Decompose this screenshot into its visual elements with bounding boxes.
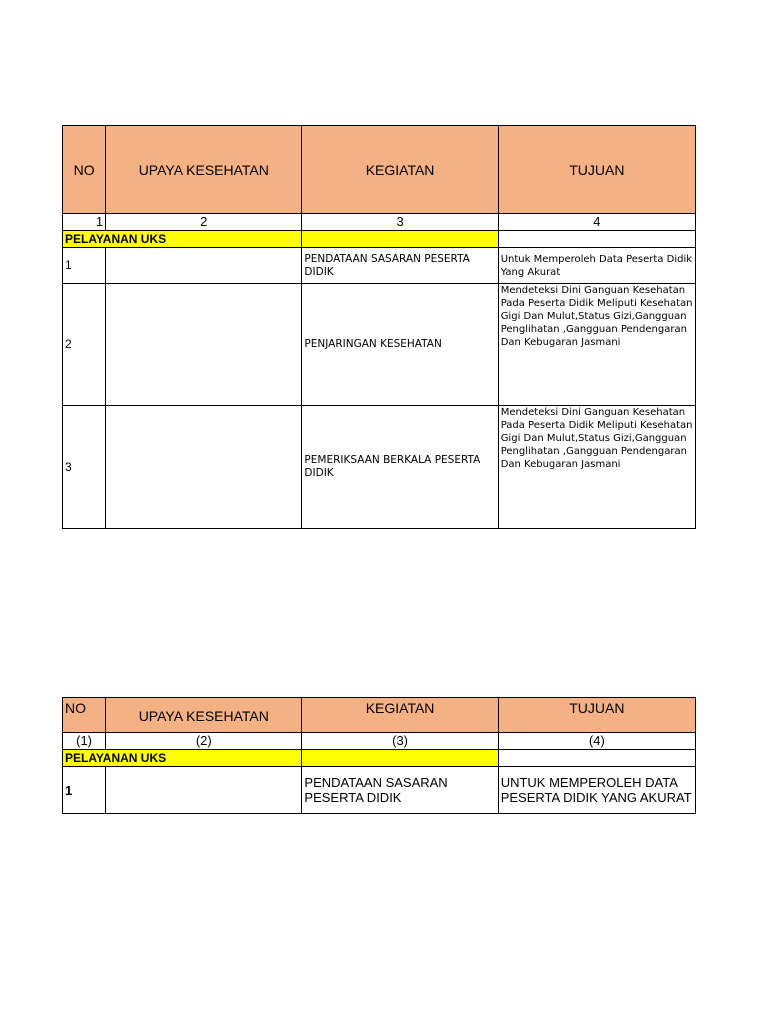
section-row	[63, 231, 696, 248]
row-upaya	[106, 248, 302, 284]
row-kegiatan: PENDATAAN SASARAN PESERTA DIDIK	[302, 248, 498, 284]
row-upaya	[106, 767, 302, 814]
section-label: PELAYANAN UKS	[63, 750, 302, 767]
row-kegiatan: PENDATAAN SASARAN PESERTA DIDIK	[302, 767, 498, 814]
section-label: PELAYANAN UKS	[63, 231, 302, 248]
column-number: (3)	[302, 733, 498, 750]
column-number: 4	[498, 214, 695, 231]
header-no: NO	[63, 126, 106, 214]
row-kegiatan: PENJARINGAN KESEHATAN	[302, 284, 498, 406]
row-upaya	[106, 284, 302, 406]
header-upaya: UPAYA KESEHATAN	[106, 126, 302, 214]
column-number: (4)	[498, 733, 695, 750]
section-empty	[498, 750, 695, 767]
header-kegiatan: KEGIATAN	[302, 126, 498, 214]
table-row	[63, 284, 696, 406]
header-row	[63, 698, 696, 733]
header-tujuan: TUJUAN	[498, 698, 695, 733]
section-fill	[302, 750, 498, 767]
row-upaya	[106, 406, 302, 529]
row-no: 2	[63, 284, 106, 406]
header-tujuan: TUJUAN	[498, 126, 695, 214]
header-row	[63, 126, 696, 214]
row-tujuan: Untuk Memperoleh Data Peserta Didik Yang Akurat	[498, 248, 695, 284]
row-tujuan: Mendeteksi Dini Ganguan Kesehatan Pada Peserta Didik Meliputi Kesehatan Gigi Dan Mulut,Status Gizi,Gangguan Penglihatan ,Gangguan Pendengaran Dan Kebugaran Jasmani	[498, 284, 695, 406]
header-no: NO	[63, 698, 106, 733]
row-no: 1	[63, 248, 106, 284]
column-number-row	[63, 733, 696, 750]
row-no: 1	[63, 767, 106, 814]
column-number: 2	[106, 214, 302, 231]
table-row	[63, 248, 696, 284]
table-row	[63, 406, 696, 529]
section-row	[63, 750, 696, 767]
column-number-row	[63, 214, 696, 231]
column-number: (2)	[106, 733, 302, 750]
section-fill	[302, 231, 498, 248]
uks-table-2	[62, 697, 696, 814]
header-upaya: UPAYA KESEHATAN	[106, 698, 302, 733]
row-no: 3	[63, 406, 106, 529]
row-tujuan: Mendeteksi Dini Ganguan Kesehatan Pada Peserta Didik Meliputi Kesehatan Gigi Dan Mulut,Status Gizi,Gangguan Penglihatan ,Gangguan Pendengaran Dan Kebugaran Jasmani	[498, 406, 695, 529]
row-tujuan: UNTUK MEMPEROLEH DATA PESERTA DIDIK YANG AKURAT	[498, 767, 695, 814]
column-number: 3	[302, 214, 498, 231]
column-number: 1	[63, 214, 106, 231]
row-kegiatan: PEMERIKSAAN BERKALA PESERTA DIDIK	[302, 406, 498, 529]
table-row	[63, 767, 696, 814]
header-kegiatan: KEGIATAN	[302, 698, 498, 733]
section-empty	[498, 231, 695, 248]
uks-table-1	[62, 125, 696, 529]
column-number: (1)	[63, 733, 106, 750]
